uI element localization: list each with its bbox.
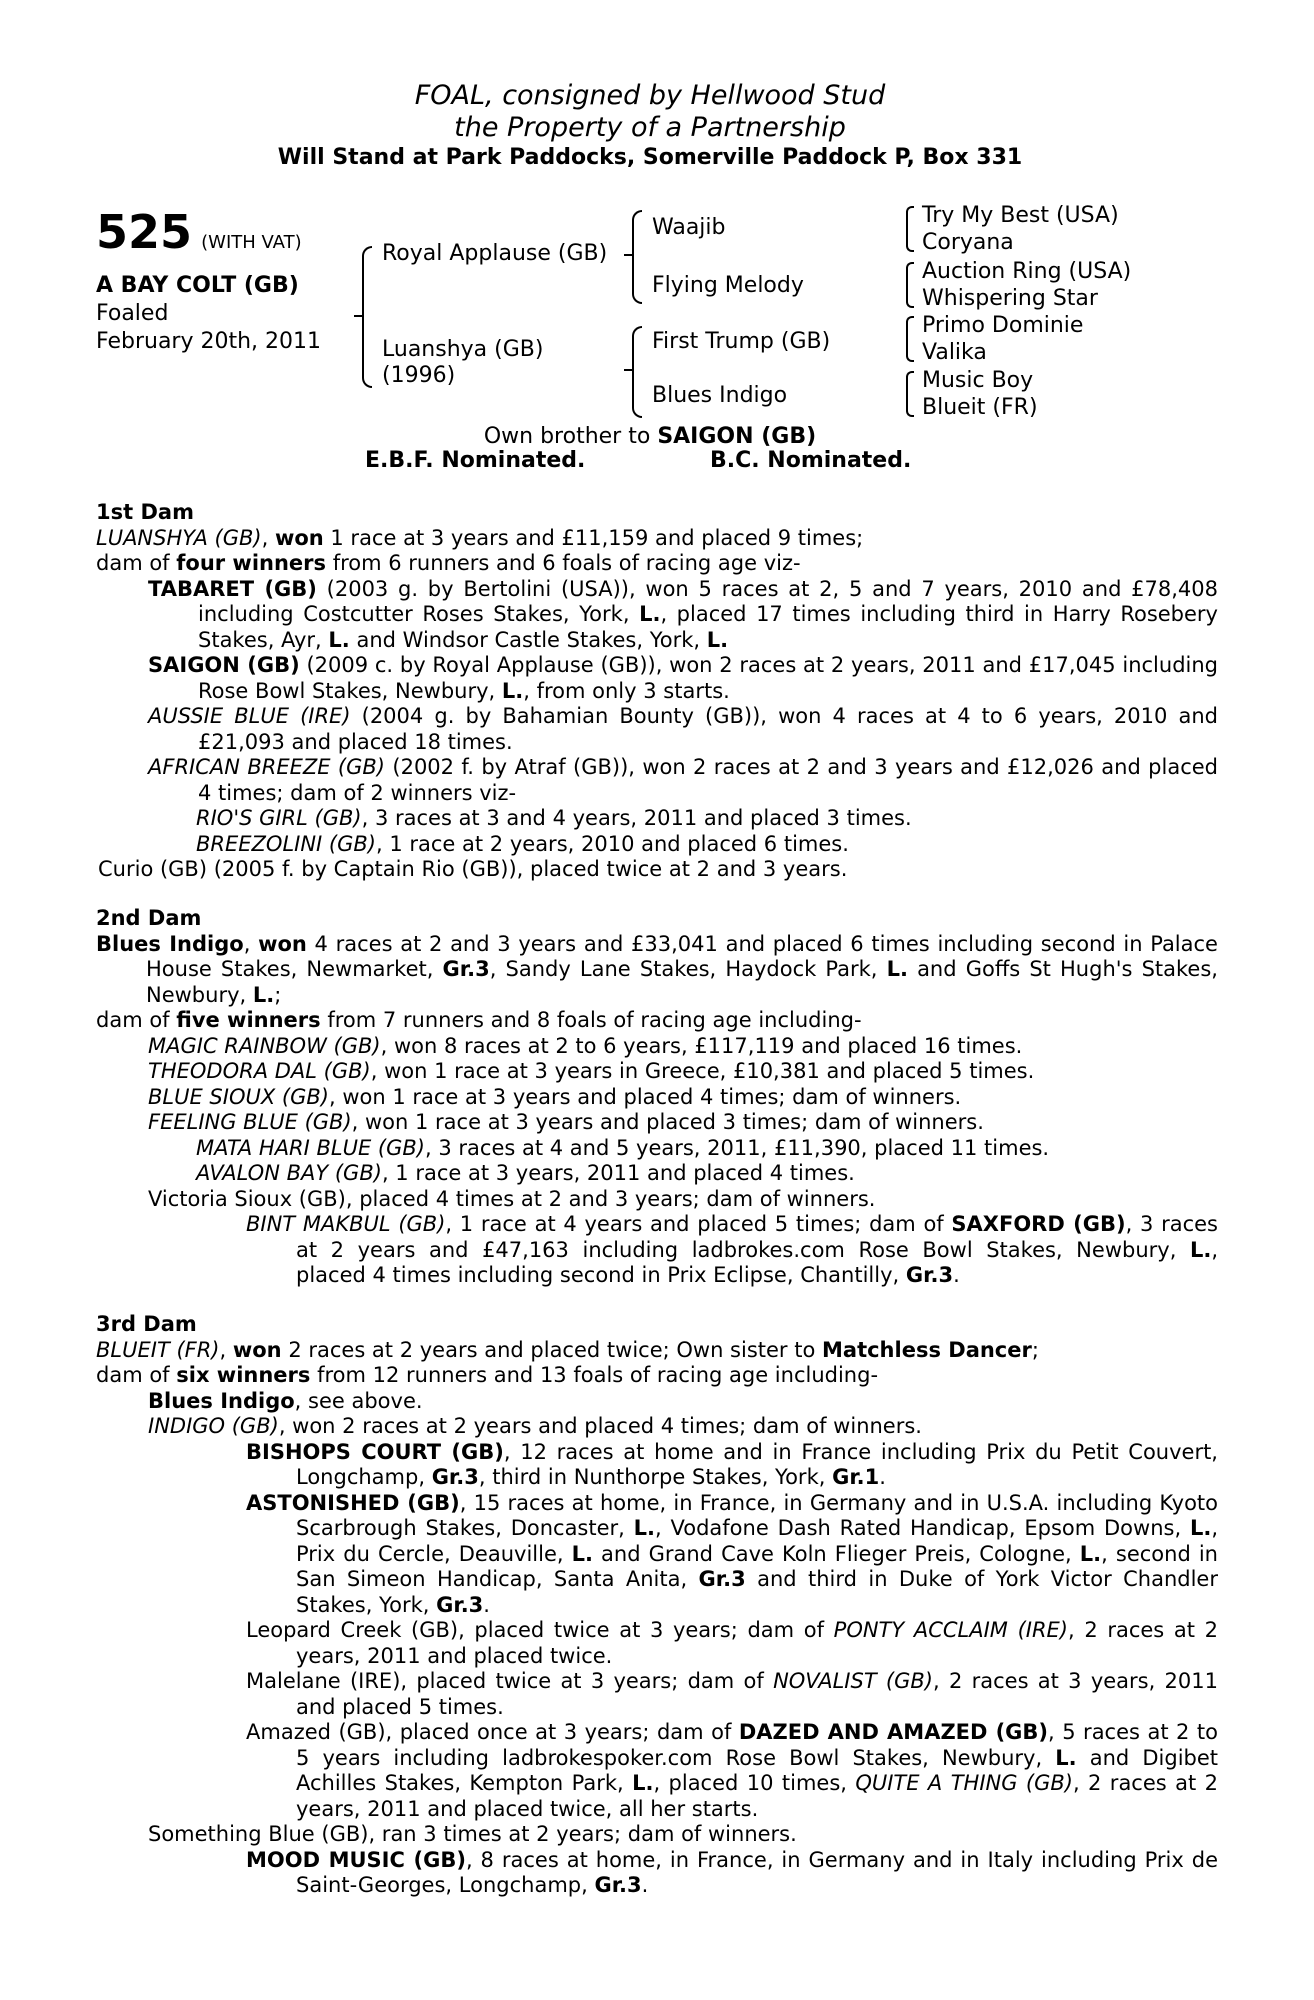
- produce-entry: AVALON BAY (GB), 1 race at 3 years, 2011 and placed 4 times.: [196, 1161, 855, 1185]
- produce-entry: BISHOPS COURT (GB), 12 races at home and in France including Prix du Petit Couvert, Longchamp, Gr.3, third in Nunthorpe Stakes, York, Gr.1.: [246, 1439, 1218, 1489]
- own-brother-prefix: Own brother to: [483, 424, 658, 449]
- produce-entry: Curio (GB) (2005 f. by Captain Rio (GB)), placed twice at 2 and 3 years.: [98, 857, 848, 881]
- produce-entry: RIO'S GIRL (GB), 3 races at 3 and 4 years, 2011 and placed 3 times.: [196, 806, 912, 830]
- sire-dam-sire: Auction Ring (USA): [922, 259, 1132, 284]
- dam-dam-sire: Music Boy: [922, 368, 1034, 393]
- lot-number: 525: [96, 205, 193, 259]
- dam-produce-summary: dam of four winners from 6 runners and 6 foals of racing age viz-: [96, 551, 801, 575]
- stand-location: Will Stand at Park Paddocks, Somerville Paddock P, Box 331: [277, 145, 1023, 170]
- sire-dam: Flying Melody: [652, 273, 804, 298]
- section-heading: 3rd Dam: [96, 1312, 197, 1336]
- dam-produce-summary: dam of six winners from 12 runners and 13 foals of racing age including-: [96, 1363, 879, 1387]
- dam-year: (1996): [382, 363, 456, 388]
- sire-sire-dam: Coryana: [922, 230, 1014, 255]
- horse-info: [96, 272, 321, 356]
- dam-sire-sire: Primo Dominie: [922, 313, 1084, 338]
- third-dam-section: [96, 1312, 1218, 1899]
- foaled-label: Foaled: [96, 301, 169, 326]
- dam: Luanshya (GB): [382, 337, 544, 362]
- pedigree-brace: [906, 316, 914, 362]
- sire-sire: Waajib: [652, 215, 726, 240]
- pedigree-brace-tip: [624, 369, 632, 371]
- produce-entry: BREEZOLINI (GB), 1 race at 2 years, 2010 and placed 6 times.: [196, 831, 849, 856]
- pedigree-brace: [632, 210, 642, 304]
- produce-entry: MOOD MUSIC (GB), 8 races at home, in France, in Germany and in Italy including Prix de Saint-Georges, Longchamp, Gr.3.: [246, 1847, 1218, 1897]
- pedigree-brace-tip: [624, 254, 632, 256]
- produce-entry: AUSSIE BLUE (IRE) (2004 g. by Bahamian Bounty (GB)), won 4 races at 4 to 6 years, 2010 and £21,093 and placed 18 times.: [148, 704, 1218, 754]
- produce-entry: ASTONISHED (GB), 15 races at home, in France, in Germany and in U.S.A. including Kyoto Scarbrough Stakes, Doncaster, L., Vodafone Dash Rated Handicap, Epsom Downs, L., Prix du Cercle, Deauville, L. and Grand Cave Koln Flieger Preis, Cologne, L., second in San Simeon Handicap, Santa Anita, Gr.3 and third in Duke of York Victor Chandler Stakes, York, Gr.3.: [246, 1490, 1219, 1617]
- dam-sire: First Trump (GB): [652, 329, 831, 354]
- sire-dam-dam: Whispering Star: [922, 286, 1098, 311]
- produce-entry: SAIGON (GB) (2009 c. by Royal Applause (GB)), won 2 races at 2 years, 2011 and £17,045 including Rose Bowl Stakes, Newbury, L., from only 3 starts.: [148, 653, 1219, 703]
- produce-entry: Something Blue (GB), ran 3 times at 2 years; dam of winners.: [148, 1822, 797, 1846]
- lot-vat: (WITH VAT): [201, 232, 302, 253]
- horse-name: A BAY COLT (GB): [96, 273, 299, 298]
- produce-entry: THEODORA DAL (GB), won 1 race at 3 years in Greece, £10,381 and placed 5 times.: [148, 1059, 1035, 1083]
- dam-record: BLUEIT (FR), won 2 races at 2 years and placed twice; Own sister to Matchless Dancer;: [96, 1337, 1039, 1362]
- produce-entry: BINT MAKBUL (GB), 1 race at 4 years and placed 5 times; dam of SAXFORD (GB), 3 races at 2 years and £47,163 including ladbrokes.com Rose Bowl Stakes, Newbury, L., placed 4 times including second in Prix Eclipse, Chantilly, Gr.3.: [246, 1212, 1218, 1287]
- second-dam-section: [96, 906, 1218, 1289]
- ebf-nomination: E.B.F. Nominated.: [365, 448, 586, 473]
- dam-record: Blues Indigo, won 4 races at 2 and 3 years and £33,041 and placed 6 times including second in Palace House Stakes, Newmarket, Gr.3, Sandy Lane Stakes, Haydock Park, L. and Goffs St Hugh's Stakes, Newbury, L.;: [96, 931, 1218, 1007]
- foaled-date: February 20th, 2011: [96, 329, 322, 354]
- pedigree-brace: [906, 206, 914, 252]
- produce-entry: FEELING BLUE (GB), won 1 race at 3 years and placed 3 times; dam of winners.: [148, 1110, 984, 1134]
- property-line: the Property of a Partnership: [454, 112, 846, 143]
- pedigree-brace: [906, 262, 914, 308]
- produce-entry: Blues Indigo, see above.: [148, 1388, 423, 1413]
- consignor-line: FOAL, consigned by Hellwood Stud: [414, 80, 886, 111]
- first-dam-section: [96, 500, 1218, 883]
- produce-entry: INDIGO (GB), won 2 races at 2 years and placed 4 times; dam of winners.: [148, 1414, 922, 1438]
- produce-entry: Amazed (GB), placed once at 3 years; dam of DAZED AND AMAZED (GB), 5 races at 2 to 5 years including ladbrokespoker.com Rose Bowl Stakes, Newbury, L. and Digibet Achilles Stakes, Kempton Park, L., placed 10 times, QUITE A THING (GB), 2 races at 2 years, 2011 and placed twice, all her starts.: [246, 1720, 1219, 1821]
- section-heading: 2nd Dam: [96, 906, 202, 930]
- sire-sire-sire: Try My Best (USA): [922, 203, 1119, 228]
- dam-dam-dam: Blueit (FR): [922, 395, 1038, 420]
- produce-entry: Malelane (IRE), placed twice at 3 years; dam of NOVALIST (GB), 2 races at 3 years, 2011 and placed 5 times.: [246, 1669, 1219, 1719]
- pedigree-brace: [362, 246, 372, 388]
- produce-entry: AFRICAN BREEZE (GB) (2002 f. by Atraf (GB)), won 2 races at 2 and 3 years and £12,026 and placed 4 times; dam of 2 winners viz-: [148, 755, 1218, 805]
- lot-number-block: [96, 205, 302, 259]
- pedigree-brace-tip: [354, 315, 362, 317]
- dam-sire-dam: Valika: [922, 340, 987, 365]
- dam-record: LUANSHYA (GB), won 1 race at 3 years and £11,159 and placed 9 times;: [96, 525, 864, 550]
- produce-entry: BLUE SIOUX (GB), won 1 race at 3 years and placed 4 times; dam of winners.: [148, 1084, 962, 1109]
- produce-entry: Victoria Sioux (GB), placed 4 times at 2 and 3 years; dam of winners.: [148, 1186, 876, 1211]
- sire: Royal Applause (GB): [382, 241, 608, 266]
- produce-entry: TABARET (GB) (2003 g. by Bertolini (USA)), won 5 races at 2, 5 and 7 years, 2010 and £78,408 including Costcutter Roses Stakes, York, L., placed 17 times including third in Harry Rosebery Stakes, Ayr, L. and Windsor Castle Stakes, York, L.: [148, 576, 1218, 652]
- produce-entry: Leopard Creek (GB), placed twice at 3 years; dam of PONTY ACCLAIM (IRE), 2 races at 2 years, 2011 and placed twice.: [246, 1618, 1218, 1668]
- dam-produce-summary: dam of five winners from 7 runners and 8 foals of racing age including-: [96, 1008, 862, 1032]
- pedigree-brace: [632, 326, 642, 418]
- pedigree-brace: [906, 371, 914, 417]
- dam-dam: Blues Indigo: [652, 383, 788, 408]
- own-brother-name: SAIGON (GB): [657, 424, 817, 449]
- produce-entry: MATA HARI BLUE (GB), 3 races at 4 and 5 years, 2011, £11,390, placed 11 times.: [196, 1135, 1050, 1160]
- produce-entry: MAGIC RAINBOW (GB), won 8 races at 2 to 6 years, £117,119 and placed 16 times.: [148, 1033, 1023, 1058]
- own-brother-note: [0, 423, 1300, 451]
- bc-nomination: B.C. Nominated.: [710, 448, 912, 473]
- section-heading: 1st Dam: [96, 500, 194, 524]
